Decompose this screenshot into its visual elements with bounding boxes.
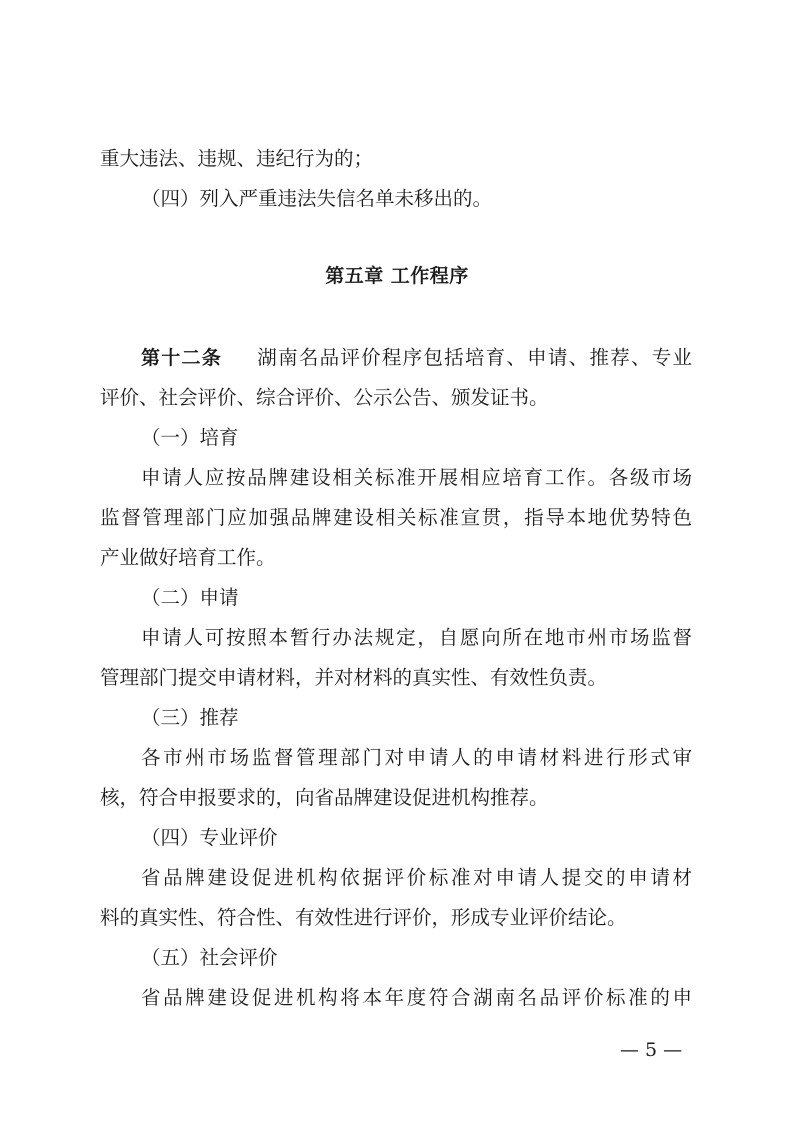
section-application-line-1: 申请人可按照本暂行办法规定，自愿向所在地市州市场监督 (141, 626, 692, 649)
text-line-item-four: （四）列入严重违法失信名单未移出的。 (141, 187, 493, 210)
section-recommendation-line-2: 核，符合申报要求的，向省品牌建设促进机构推荐。 (100, 786, 549, 809)
section-professional-evaluation-line-2: 料的真实性、符合性、有效性进行评价，形成专业评价结论。 (100, 906, 627, 929)
section-professional-evaluation-line-1: 省品牌建设促进机构依据评价标准对申请人提交的申请材 (141, 866, 692, 889)
section-social-evaluation-line-1: 省品牌建设促进机构将本年度符合湖南名品评价标准的申 (141, 986, 692, 1009)
section-cultivation-line-1: 申请人应按品牌建设相关标准开展相应培育工作。各级市场 (141, 466, 692, 489)
section-heading-recommendation: （三）推荐 (141, 706, 239, 729)
article-12-first-line (141, 343, 692, 373)
section-heading-application: （二）申请 (141, 586, 239, 609)
section-heading-cultivation: （一）培育 (141, 426, 239, 449)
article-12-second-line: 评价、社会评价、综合评价、公示公告、颁发证书。 (100, 386, 549, 409)
chapter-title: 第五章 工作程序 (325, 265, 469, 287)
page-number: — 5 — (620, 1039, 683, 1061)
article-12-text: 湖南名品评价程序包括培育、申请、推荐、专业 (256, 346, 692, 369)
text-line-continuation: 重大违法、违规、违纪行为的； (100, 147, 374, 170)
section-cultivation-line-2: 监督管理部门应加强品牌建设相关标准宣贯，指导本地优势特色 (100, 506, 692, 529)
section-recommendation-line-1: 各市州市场监督管理部门对申请人的申请材料进行形式审 (141, 746, 692, 769)
section-heading-social-evaluation: （五）社会评价 (141, 946, 278, 969)
section-heading-professional-evaluation: （四）专业评价 (141, 826, 278, 849)
article-12-label: 第十二条 (141, 347, 223, 369)
section-cultivation-line-3: 产业做好培育工作。 (100, 546, 276, 569)
section-application-line-2: 管理部门提交申请材料，并对材料的真实性、有效性负责。 (100, 666, 608, 689)
